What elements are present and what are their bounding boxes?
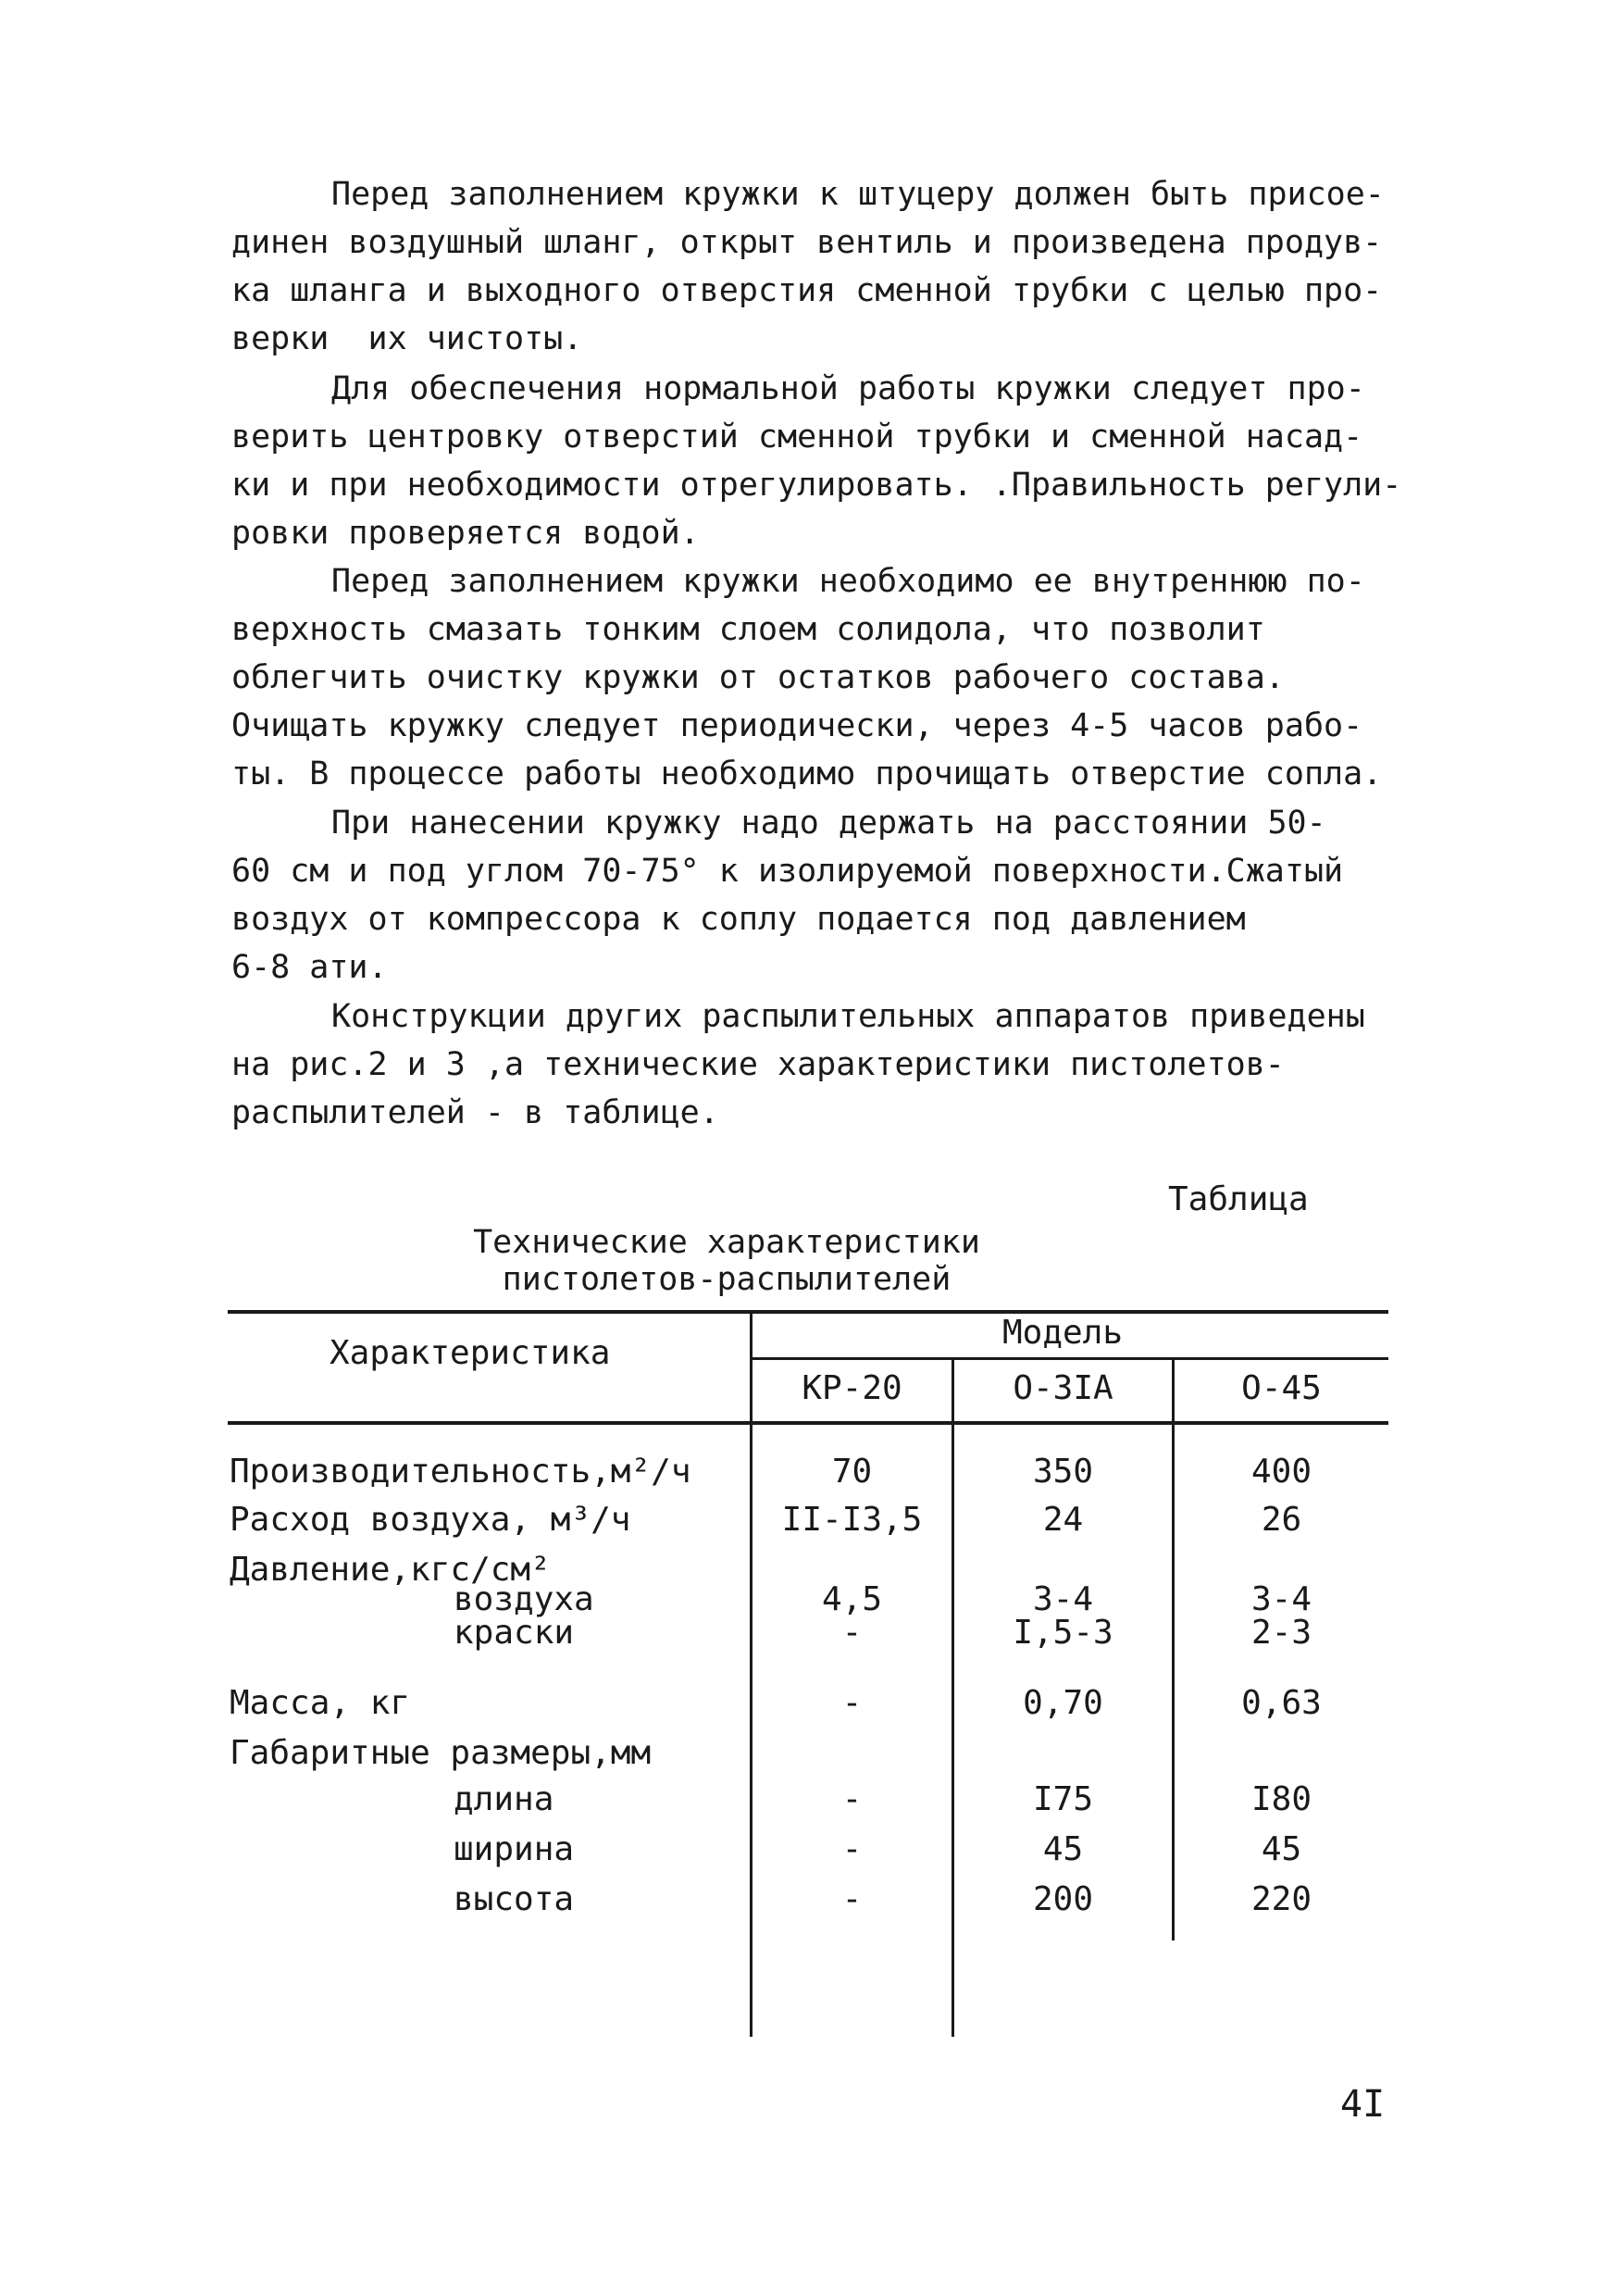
table-cell: -: [841, 1780, 863, 1818]
table-cell: 26: [1261, 1501, 1302, 1539]
table-cell: 350: [1032, 1453, 1094, 1491]
table-row-sublabel: краски: [454, 1614, 575, 1652]
table-cell: 200: [1032, 1880, 1094, 1918]
table-cell: I80: [1250, 1780, 1312, 1818]
text-line: При нанесении кружку надо держать на расстоянии 50-: [331, 805, 1326, 842]
table-cell: 45: [1042, 1830, 1084, 1868]
text-line: Очищать кружку следует периодически, через 4-5 часов рабо-: [231, 707, 1363, 744]
table-title-line: Технические характеристики: [473, 1224, 980, 1261]
text-line: Для обеспечения нормальной работы кружки следует про-: [331, 370, 1365, 407]
text-line: распылителей - в таблице.: [231, 1094, 719, 1131]
text-line: 60 см и под углом 70-75° к изолируемой поверхности.Сжатый: [231, 853, 1344, 890]
table-cell: -: [841, 1880, 863, 1918]
text-line: ка шланга и выходного отверстия сменной трубки с целью про-: [231, 272, 1383, 309]
page-number: 4I: [1340, 2083, 1386, 2126]
text-line: Перед заполнением кружки к штуцеру должен быть присое-: [331, 176, 1385, 213]
table-cell: II-I3,5: [781, 1501, 923, 1539]
header-bottom-rule: [228, 1421, 1388, 1425]
text-line: ровки проверяется водой.: [231, 515, 700, 552]
table-cell: 70: [831, 1453, 873, 1491]
text-line: верить центровку отверстий сменной трубки и сменной насад-: [231, 418, 1363, 455]
table-title-line: пистолетов-распылителей: [502, 1261, 952, 1298]
table-cell: I,5-3: [1013, 1614, 1113, 1652]
text-line: облегчить очистку кружки от остатков рабочего состава.: [231, 659, 1285, 696]
table-header-model-name: КР-20: [802, 1369, 902, 1407]
table-cell: -: [841, 1830, 863, 1868]
table-column-divider: [750, 1310, 753, 2037]
table-row-sublabel: ширина: [454, 1830, 575, 1868]
text-line: 6-8 ати.: [231, 949, 388, 986]
table-cell: 0,70: [1023, 1684, 1103, 1722]
table-row-sublabel: длина: [454, 1780, 554, 1818]
text-line: воздух от компрессора к соплу подается под давлением: [231, 901, 1246, 938]
table-cell: 400: [1250, 1453, 1312, 1491]
text-line: ты. В процессе работы необходимо прочищать отверстие сопла.: [231, 755, 1383, 792]
table-cell: -: [841, 1684, 863, 1722]
table-cell: 0,63: [1241, 1684, 1322, 1722]
table-row-label: Давление,кгс/см²: [230, 1551, 551, 1589]
table-label: Таблица: [1168, 1180, 1309, 1218]
text-line: Перед заполнением кружки необходимо ее внутреннюю по-: [331, 563, 1365, 600]
table-row-label: Масса, кг: [230, 1684, 411, 1722]
text-line: ки и при необходимости отрегулировать. .Правильность регули-: [231, 467, 1402, 504]
text-line: верхность смазать тонким слоем солидола, что позволит: [231, 611, 1265, 648]
table-cell: 45: [1261, 1830, 1302, 1868]
text-line: динен воздушный шланг, открыт вентиль и произведена продув-: [231, 224, 1383, 261]
model-header-rule: [752, 1357, 1388, 1360]
table-row-sublabel: воздуха: [454, 1580, 594, 1618]
table-row-label: Производительность,м²/ч: [230, 1453, 691, 1491]
text-line: на рис.2 и 3 ,а технические характеристики пистолетов-: [231, 1046, 1285, 1083]
table-cell: 24: [1042, 1501, 1084, 1539]
text-line: Конструкции других распылительных аппаратов приведены: [331, 998, 1365, 1035]
table-row-label: Расход воздуха, м³/ч: [230, 1501, 631, 1539]
table-cell: -: [841, 1614, 863, 1652]
table-header-model-name: О-45: [1241, 1369, 1322, 1407]
table-cell: 4,5: [821, 1580, 883, 1618]
table-top-rule: [228, 1310, 1388, 1314]
table-title: [444, 1224, 1009, 1298]
table-header-model-name: О-3IА: [1013, 1369, 1113, 1407]
table-header-model: Модель: [1001, 1314, 1124, 1352]
table-cell: I75: [1032, 1780, 1094, 1818]
table-cell: 220: [1250, 1880, 1312, 1918]
table-row-label: Габаритные размеры,мм: [230, 1734, 652, 1772]
table-header-characteristic: Характеристика: [330, 1334, 611, 1372]
table-cell: 3-4: [1250, 1580, 1312, 1618]
table-row-sublabel: высота: [454, 1880, 575, 1918]
text-line: верки их чистоты.: [231, 320, 583, 357]
table-cell: 2-3: [1250, 1614, 1312, 1652]
table-cell: 3-4: [1032, 1580, 1094, 1618]
